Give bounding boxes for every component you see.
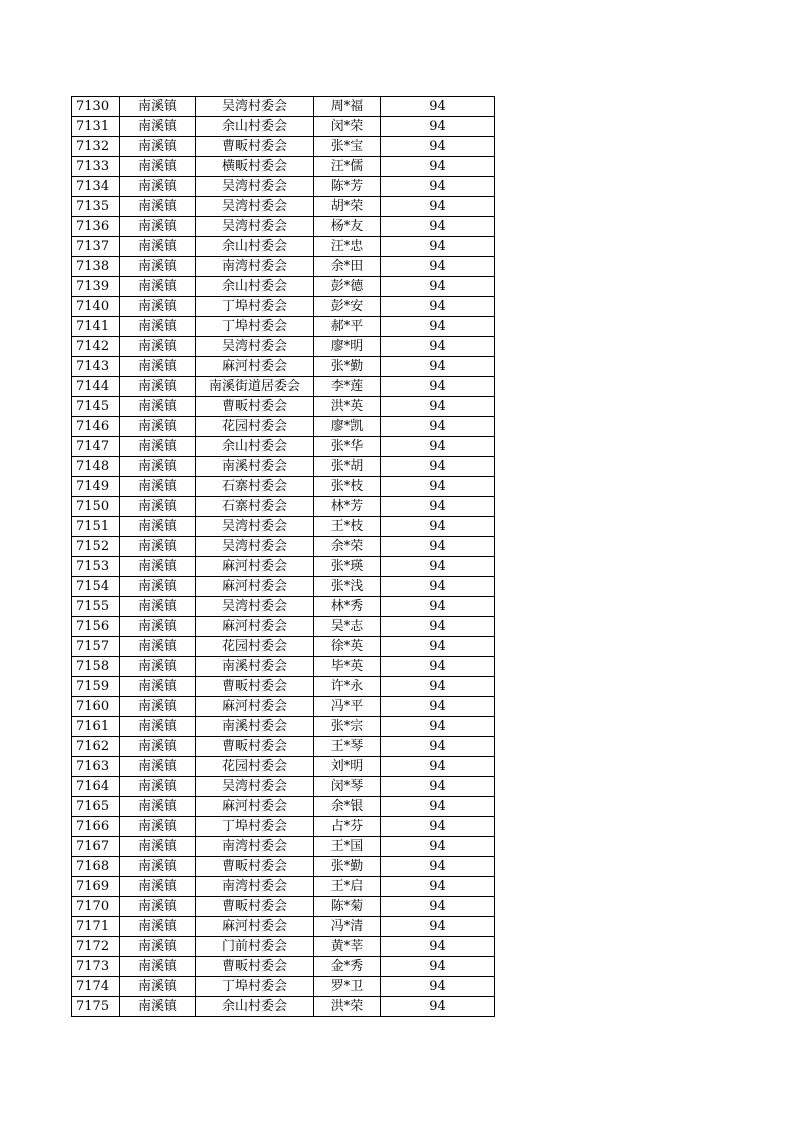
score-value-cell: 94 xyxy=(381,857,495,877)
score-value-cell: 94 xyxy=(381,897,495,917)
table-row xyxy=(72,897,495,917)
table-row xyxy=(72,157,495,177)
row-number-cell: 7152 xyxy=(72,537,120,557)
score-value-cell: 94 xyxy=(381,97,495,117)
person-name-cell: 李*莲 xyxy=(314,377,381,397)
village-committee-cell: 石寨村委会 xyxy=(196,497,314,517)
row-number-cell: 7131 xyxy=(72,117,120,137)
person-name-cell: 杨*友 xyxy=(314,217,381,237)
row-number-cell: 7139 xyxy=(72,277,120,297)
row-number-cell: 7168 xyxy=(72,857,120,877)
row-number-cell: 7150 xyxy=(72,497,120,517)
score-value-cell: 94 xyxy=(381,817,495,837)
town-name-cell: 南溪镇 xyxy=(120,517,196,537)
score-value-cell: 94 xyxy=(381,717,495,737)
table-row xyxy=(72,377,495,397)
town-name-cell: 南溪镇 xyxy=(120,597,196,617)
row-number-cell: 7142 xyxy=(72,337,120,357)
village-committee-cell: 麻河村委会 xyxy=(196,917,314,937)
table-row xyxy=(72,397,495,417)
person-name-cell: 张*瑛 xyxy=(314,557,381,577)
score-value-cell: 94 xyxy=(381,697,495,717)
town-name-cell: 南溪镇 xyxy=(120,237,196,257)
person-name-cell: 冯*清 xyxy=(314,917,381,937)
person-name-cell: 徐*英 xyxy=(314,637,381,657)
person-name-cell: 张*枝 xyxy=(314,477,381,497)
village-committee-cell: 丁埠村委会 xyxy=(196,317,314,337)
village-committee-cell: 丁埠村委会 xyxy=(196,817,314,837)
table-row xyxy=(72,557,495,577)
town-name-cell: 南溪镇 xyxy=(120,917,196,937)
town-name-cell: 南溪镇 xyxy=(120,637,196,657)
town-name-cell: 南溪镇 xyxy=(120,677,196,697)
score-value-cell: 94 xyxy=(381,397,495,417)
person-name-cell: 汪*忠 xyxy=(314,237,381,257)
table-row xyxy=(72,857,495,877)
town-name-cell: 南溪镇 xyxy=(120,757,196,777)
score-value-cell: 94 xyxy=(381,437,495,457)
score-value-cell: 94 xyxy=(381,737,495,757)
table-row xyxy=(72,677,495,697)
score-value-cell: 94 xyxy=(381,337,495,357)
score-value-cell: 94 xyxy=(381,837,495,857)
village-committee-cell: 余山村委会 xyxy=(196,997,314,1017)
table-row xyxy=(72,297,495,317)
table-row xyxy=(72,797,495,817)
person-name-cell: 刘*明 xyxy=(314,757,381,777)
village-committee-cell: 吴湾村委会 xyxy=(196,177,314,197)
table-row xyxy=(72,537,495,557)
person-name-cell: 廖*明 xyxy=(314,337,381,357)
person-name-cell: 闵*荣 xyxy=(314,117,381,137)
town-name-cell: 南溪镇 xyxy=(120,217,196,237)
score-value-cell: 94 xyxy=(381,377,495,397)
village-committee-cell: 麻河村委会 xyxy=(196,697,314,717)
table-row xyxy=(72,917,495,937)
table-row xyxy=(72,957,495,977)
person-name-cell: 陈*菊 xyxy=(314,897,381,917)
row-number-cell: 7146 xyxy=(72,417,120,437)
row-number-cell: 7137 xyxy=(72,237,120,257)
table-row xyxy=(72,97,495,117)
person-name-cell: 陈*芳 xyxy=(314,177,381,197)
village-committee-cell: 曹畈村委会 xyxy=(196,677,314,697)
person-name-cell: 周*福 xyxy=(314,97,381,117)
score-value-cell: 94 xyxy=(381,637,495,657)
table-row xyxy=(72,137,495,157)
row-number-cell: 7151 xyxy=(72,517,120,537)
table-row xyxy=(72,637,495,657)
row-number-cell: 7173 xyxy=(72,957,120,977)
score-value-cell: 94 xyxy=(381,417,495,437)
town-name-cell: 南溪镇 xyxy=(120,277,196,297)
score-value-cell: 94 xyxy=(381,577,495,597)
town-name-cell: 南溪镇 xyxy=(120,257,196,277)
village-committee-cell: 横畈村委会 xyxy=(196,157,314,177)
town-name-cell: 南溪镇 xyxy=(120,157,196,177)
village-committee-cell: 麻河村委会 xyxy=(196,577,314,597)
town-name-cell: 南溪镇 xyxy=(120,537,196,557)
table-row xyxy=(72,217,495,237)
village-committee-cell: 花园村委会 xyxy=(196,637,314,657)
score-value-cell: 94 xyxy=(381,477,495,497)
town-name-cell: 南溪镇 xyxy=(120,317,196,337)
row-number-cell: 7171 xyxy=(72,917,120,937)
row-number-cell: 7166 xyxy=(72,817,120,837)
town-name-cell: 南溪镇 xyxy=(120,737,196,757)
village-committee-cell: 曹畈村委会 xyxy=(196,857,314,877)
village-committee-cell: 吴湾村委会 xyxy=(196,517,314,537)
village-committee-cell: 南溪街道居委会 xyxy=(196,377,314,397)
row-number-cell: 7132 xyxy=(72,137,120,157)
table-row xyxy=(72,617,495,637)
score-value-cell: 94 xyxy=(381,977,495,997)
person-name-cell: 张*华 xyxy=(314,437,381,457)
town-name-cell: 南溪镇 xyxy=(120,457,196,477)
town-name-cell: 南溪镇 xyxy=(120,797,196,817)
score-value-cell: 94 xyxy=(381,797,495,817)
score-value-cell: 94 xyxy=(381,917,495,937)
village-committee-cell: 南溪村委会 xyxy=(196,457,314,477)
town-name-cell: 南溪镇 xyxy=(120,777,196,797)
village-committee-cell: 南溪村委会 xyxy=(196,657,314,677)
row-number-cell: 7155 xyxy=(72,597,120,617)
person-name-cell: 林*芳 xyxy=(314,497,381,517)
person-name-cell: 彭*德 xyxy=(314,277,381,297)
table-row xyxy=(72,757,495,777)
town-name-cell: 南溪镇 xyxy=(120,357,196,377)
town-name-cell: 南溪镇 xyxy=(120,137,196,157)
town-name-cell: 南溪镇 xyxy=(120,497,196,517)
town-name-cell: 南溪镇 xyxy=(120,437,196,457)
table-row xyxy=(72,777,495,797)
table-row xyxy=(72,697,495,717)
table-row xyxy=(72,117,495,137)
score-value-cell: 94 xyxy=(381,137,495,157)
table-row xyxy=(72,577,495,597)
row-number-cell: 7147 xyxy=(72,437,120,457)
person-name-cell: 黄*莘 xyxy=(314,937,381,957)
village-committee-cell: 麻河村委会 xyxy=(196,557,314,577)
table-row xyxy=(72,237,495,257)
score-value-cell: 94 xyxy=(381,657,495,677)
row-number-cell: 7133 xyxy=(72,157,120,177)
score-value-cell: 94 xyxy=(381,357,495,377)
town-name-cell: 南溪镇 xyxy=(120,297,196,317)
row-number-cell: 7167 xyxy=(72,837,120,857)
score-value-cell: 94 xyxy=(381,277,495,297)
village-committee-cell: 余山村委会 xyxy=(196,117,314,137)
row-number-cell: 7149 xyxy=(72,477,120,497)
table-row xyxy=(72,657,495,677)
score-value-cell: 94 xyxy=(381,257,495,277)
person-name-cell: 郝*平 xyxy=(314,317,381,337)
town-name-cell: 南溪镇 xyxy=(120,837,196,857)
village-committee-cell: 余山村委会 xyxy=(196,437,314,457)
row-number-cell: 7130 xyxy=(72,97,120,117)
table-row xyxy=(72,277,495,297)
table-row xyxy=(72,417,495,437)
table-row xyxy=(72,517,495,537)
town-name-cell: 南溪镇 xyxy=(120,617,196,637)
score-value-cell: 94 xyxy=(381,997,495,1017)
table-row xyxy=(72,597,495,617)
row-number-cell: 7162 xyxy=(72,737,120,757)
person-name-cell: 闵*琴 xyxy=(314,777,381,797)
row-number-cell: 7143 xyxy=(72,357,120,377)
table-row xyxy=(72,997,495,1017)
row-number-cell: 7159 xyxy=(72,677,120,697)
table-row xyxy=(72,357,495,377)
person-name-cell: 洪*荣 xyxy=(314,997,381,1017)
town-name-cell: 南溪镇 xyxy=(120,377,196,397)
row-number-cell: 7157 xyxy=(72,637,120,657)
person-name-cell: 张*宝 xyxy=(314,137,381,157)
table-row xyxy=(72,477,495,497)
village-committee-cell: 南湾村委会 xyxy=(196,837,314,857)
person-name-cell: 胡*荣 xyxy=(314,197,381,217)
row-number-cell: 7161 xyxy=(72,717,120,737)
town-name-cell: 南溪镇 xyxy=(120,697,196,717)
person-name-cell: 余*田 xyxy=(314,257,381,277)
row-number-cell: 7136 xyxy=(72,217,120,237)
town-name-cell: 南溪镇 xyxy=(120,937,196,957)
row-number-cell: 7134 xyxy=(72,177,120,197)
score-value-cell: 94 xyxy=(381,157,495,177)
row-number-cell: 7174 xyxy=(72,977,120,997)
score-value-cell: 94 xyxy=(381,777,495,797)
village-committee-cell: 吴湾村委会 xyxy=(196,337,314,357)
person-name-cell: 彭*安 xyxy=(314,297,381,317)
person-name-cell: 王*国 xyxy=(314,837,381,857)
village-committee-cell: 吴湾村委会 xyxy=(196,537,314,557)
person-name-cell: 占*芬 xyxy=(314,817,381,837)
row-number-cell: 7154 xyxy=(72,577,120,597)
town-name-cell: 南溪镇 xyxy=(120,177,196,197)
score-value-cell: 94 xyxy=(381,957,495,977)
row-number-cell: 7138 xyxy=(72,257,120,277)
town-name-cell: 南溪镇 xyxy=(120,337,196,357)
table-row xyxy=(72,817,495,837)
score-value-cell: 94 xyxy=(381,117,495,137)
village-committee-cell: 花园村委会 xyxy=(196,417,314,437)
score-value-cell: 94 xyxy=(381,517,495,537)
row-number-cell: 7141 xyxy=(72,317,120,337)
score-value-cell: 94 xyxy=(381,537,495,557)
person-name-cell: 罗*卫 xyxy=(314,977,381,997)
score-value-cell: 94 xyxy=(381,237,495,257)
person-name-cell: 冯*平 xyxy=(314,697,381,717)
village-committee-cell: 余山村委会 xyxy=(196,277,314,297)
town-name-cell: 南溪镇 xyxy=(120,897,196,917)
village-committee-cell: 曹畈村委会 xyxy=(196,897,314,917)
town-name-cell: 南溪镇 xyxy=(120,717,196,737)
table-row xyxy=(72,337,495,357)
table-row xyxy=(72,437,495,457)
town-name-cell: 南溪镇 xyxy=(120,817,196,837)
town-name-cell: 南溪镇 xyxy=(120,397,196,417)
town-name-cell: 南溪镇 xyxy=(120,417,196,437)
score-value-cell: 94 xyxy=(381,457,495,477)
table-row xyxy=(72,317,495,337)
village-committee-cell: 曹畈村委会 xyxy=(196,397,314,417)
row-number-cell: 7164 xyxy=(72,777,120,797)
score-value-cell: 94 xyxy=(381,557,495,577)
village-committee-cell: 余山村委会 xyxy=(196,237,314,257)
village-committee-cell: 吴湾村委会 xyxy=(196,97,314,117)
score-value-cell: 94 xyxy=(381,757,495,777)
town-name-cell: 南溪镇 xyxy=(120,117,196,137)
table-row xyxy=(72,937,495,957)
person-name-cell: 洪*英 xyxy=(314,397,381,417)
village-committee-cell: 南湾村委会 xyxy=(196,877,314,897)
person-name-cell: 王*启 xyxy=(314,877,381,897)
score-value-cell: 94 xyxy=(381,497,495,517)
person-name-cell: 许*永 xyxy=(314,677,381,697)
town-name-cell: 南溪镇 xyxy=(120,877,196,897)
village-committee-cell: 石寨村委会 xyxy=(196,477,314,497)
roster-table-body xyxy=(72,97,495,1017)
village-committee-cell: 曹畈村委会 xyxy=(196,737,314,757)
score-value-cell: 94 xyxy=(381,217,495,237)
table-row xyxy=(72,197,495,217)
town-name-cell: 南溪镇 xyxy=(120,197,196,217)
row-number-cell: 7135 xyxy=(72,197,120,217)
score-value-cell: 94 xyxy=(381,297,495,317)
person-name-cell: 金*秀 xyxy=(314,957,381,977)
person-name-cell: 毕*英 xyxy=(314,657,381,677)
village-committee-cell: 吴湾村委会 xyxy=(196,197,314,217)
village-committee-cell: 南溪村委会 xyxy=(196,717,314,737)
score-value-cell: 94 xyxy=(381,677,495,697)
village-committee-cell: 吴湾村委会 xyxy=(196,217,314,237)
table-row xyxy=(72,737,495,757)
village-committee-cell: 曹畈村委会 xyxy=(196,137,314,157)
village-committee-cell: 麻河村委会 xyxy=(196,357,314,377)
score-value-cell: 94 xyxy=(381,617,495,637)
row-number-cell: 7156 xyxy=(72,617,120,637)
row-number-cell: 7175 xyxy=(72,997,120,1017)
person-name-cell: 汪*儒 xyxy=(314,157,381,177)
town-name-cell: 南溪镇 xyxy=(120,477,196,497)
village-committee-cell: 门前村委会 xyxy=(196,937,314,957)
village-committee-cell: 曹畈村委会 xyxy=(196,957,314,977)
town-name-cell: 南溪镇 xyxy=(120,97,196,117)
score-value-cell: 94 xyxy=(381,877,495,897)
score-value-cell: 94 xyxy=(381,177,495,197)
table-row xyxy=(72,177,495,197)
town-name-cell: 南溪镇 xyxy=(120,557,196,577)
village-committee-cell: 吴湾村委会 xyxy=(196,777,314,797)
town-name-cell: 南溪镇 xyxy=(120,857,196,877)
table-row xyxy=(72,717,495,737)
person-name-cell: 廖*凯 xyxy=(314,417,381,437)
row-number-cell: 7160 xyxy=(72,697,120,717)
row-number-cell: 7163 xyxy=(72,757,120,777)
person-name-cell: 王*琴 xyxy=(314,737,381,757)
person-name-cell: 余*荣 xyxy=(314,537,381,557)
table-row xyxy=(72,457,495,477)
person-name-cell: 张*浅 xyxy=(314,577,381,597)
roster-table xyxy=(71,96,495,1017)
row-number-cell: 7145 xyxy=(72,397,120,417)
town-name-cell: 南溪镇 xyxy=(120,657,196,677)
person-name-cell: 张*勤 xyxy=(314,357,381,377)
row-number-cell: 7169 xyxy=(72,877,120,897)
score-value-cell: 94 xyxy=(381,937,495,957)
village-committee-cell: 吴湾村委会 xyxy=(196,597,314,617)
person-name-cell: 张*胡 xyxy=(314,457,381,477)
village-committee-cell: 麻河村委会 xyxy=(196,797,314,817)
town-name-cell: 南溪镇 xyxy=(120,977,196,997)
row-number-cell: 7158 xyxy=(72,657,120,677)
table-row xyxy=(72,257,495,277)
table-row xyxy=(72,497,495,517)
table-row xyxy=(72,877,495,897)
row-number-cell: 7140 xyxy=(72,297,120,317)
table-row xyxy=(72,837,495,857)
score-value-cell: 94 xyxy=(381,317,495,337)
person-name-cell: 林*秀 xyxy=(314,597,381,617)
row-number-cell: 7172 xyxy=(72,937,120,957)
village-committee-cell: 南湾村委会 xyxy=(196,257,314,277)
village-committee-cell: 丁埠村委会 xyxy=(196,297,314,317)
row-number-cell: 7153 xyxy=(72,557,120,577)
village-committee-cell: 丁埠村委会 xyxy=(196,977,314,997)
town-name-cell: 南溪镇 xyxy=(120,577,196,597)
score-value-cell: 94 xyxy=(381,197,495,217)
person-name-cell: 吴*志 xyxy=(314,617,381,637)
row-number-cell: 7148 xyxy=(72,457,120,477)
row-number-cell: 7144 xyxy=(72,377,120,397)
town-name-cell: 南溪镇 xyxy=(120,957,196,977)
village-committee-cell: 花园村委会 xyxy=(196,757,314,777)
person-name-cell: 张*宗 xyxy=(314,717,381,737)
person-name-cell: 张*勤 xyxy=(314,857,381,877)
row-number-cell: 7170 xyxy=(72,897,120,917)
village-committee-cell: 麻河村委会 xyxy=(196,617,314,637)
person-name-cell: 王*枝 xyxy=(314,517,381,537)
person-name-cell: 余*银 xyxy=(314,797,381,817)
row-number-cell: 7165 xyxy=(72,797,120,817)
score-value-cell: 94 xyxy=(381,597,495,617)
table-row xyxy=(72,977,495,997)
town-name-cell: 南溪镇 xyxy=(120,997,196,1017)
